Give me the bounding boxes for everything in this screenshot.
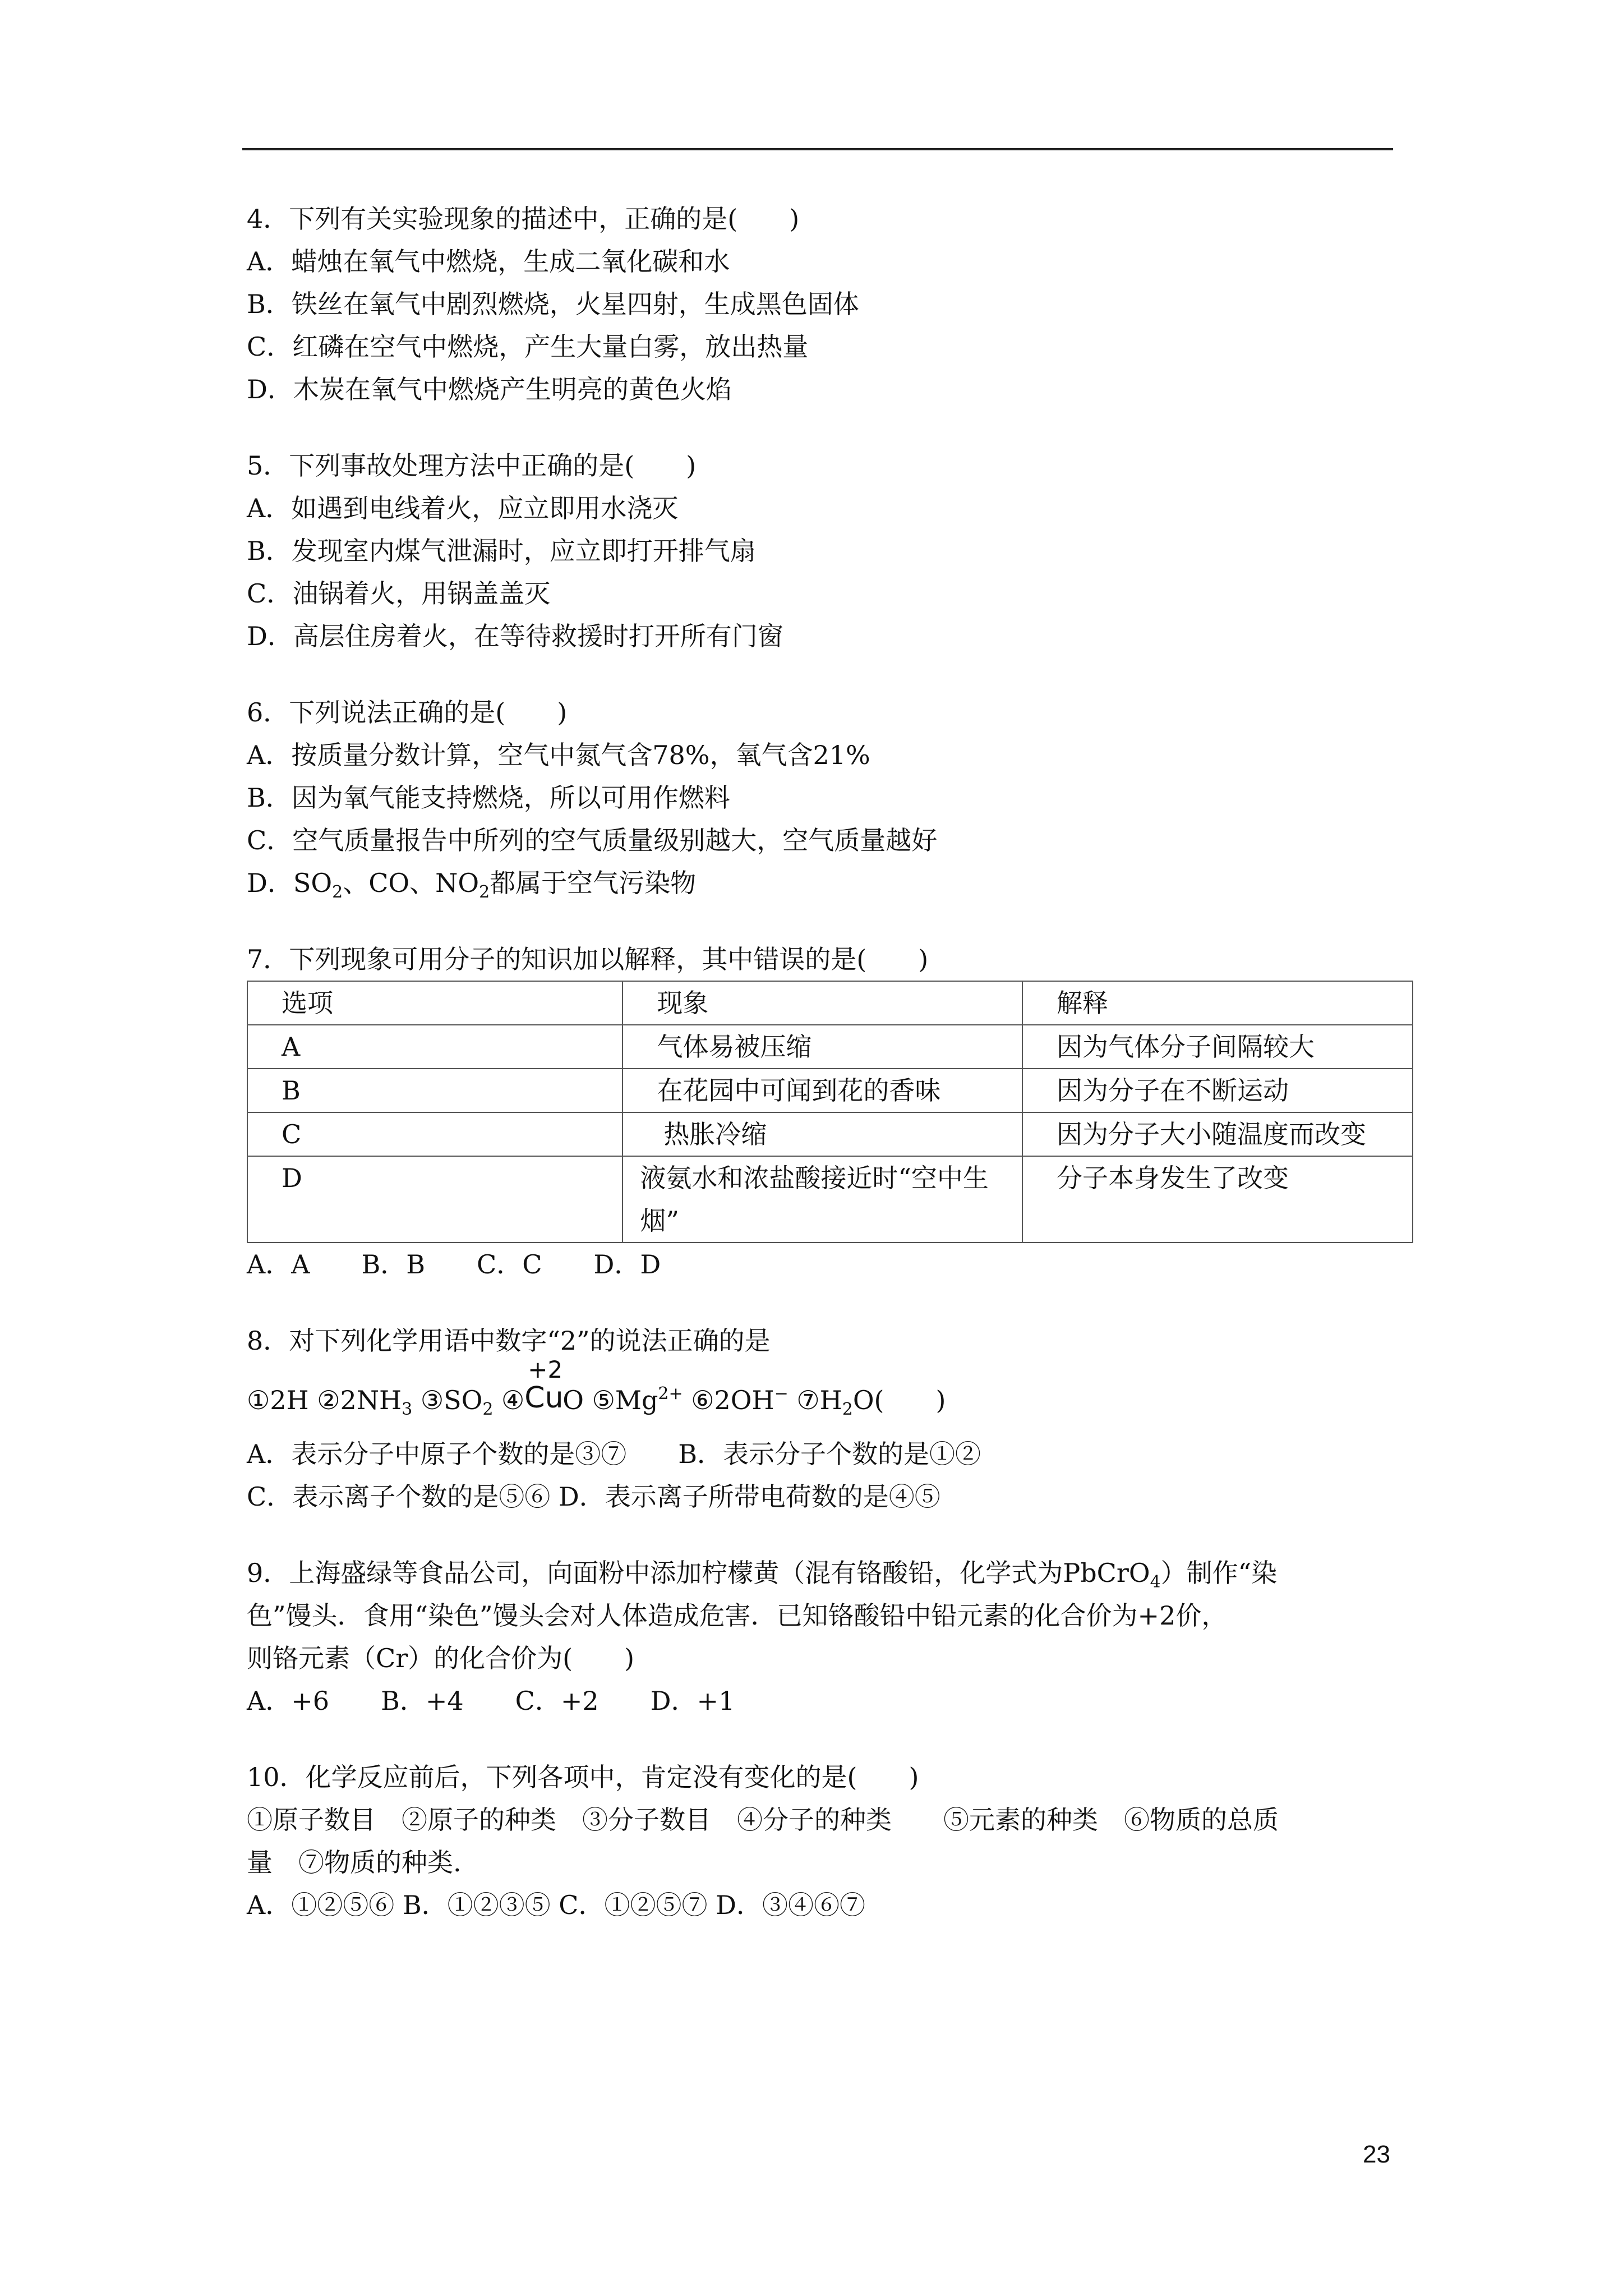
text-part: ⑥2OH bbox=[691, 1385, 774, 1415]
term-2 bbox=[317, 1385, 413, 1419]
table-header-cell: 现象 bbox=[623, 981, 1022, 1025]
text-part: ③SO bbox=[420, 1385, 483, 1415]
term-6 bbox=[691, 1385, 788, 1415]
question-stem: 8．对下列化学用语中数字“2”的说法正确的是 bbox=[247, 1326, 771, 1356]
question-line-3: 量 ⑦物质的种类. bbox=[247, 1847, 462, 1878]
option-c: C．空气质量报告中所列的空气质量级别越大，空气质量越好 bbox=[247, 825, 938, 855]
table-cell: 因为气体分子间隔较大 bbox=[1022, 1025, 1413, 1069]
table-row bbox=[247, 1112, 1413, 1156]
table-row bbox=[247, 1025, 1413, 1069]
table-cell: 热胀冷缩 bbox=[623, 1112, 1022, 1156]
option-b: B．发现室内煤气泄漏时，应立即打开排气扇 bbox=[247, 536, 756, 566]
subscript: 2 bbox=[842, 1400, 853, 1419]
element-symbol: Cu bbox=[524, 1381, 564, 1415]
text-part: ）制作“染 bbox=[1160, 1558, 1278, 1588]
question-stem: 10．化学反应前后，下列各项中，肯定没有变化的是( ) bbox=[247, 1762, 919, 1792]
question-4 bbox=[247, 197, 1419, 411]
table-header-cell: 选项 bbox=[247, 981, 623, 1025]
question-stem: 6．下列说法正确的是( ) bbox=[247, 697, 568, 728]
text-part: ②2NH bbox=[317, 1385, 402, 1415]
valence-label: +2 bbox=[528, 1356, 563, 1383]
chemical-terms bbox=[247, 1356, 1419, 1424]
question-stem: 5．下列事故处理方法中正确的是( ) bbox=[247, 450, 697, 481]
term-7 bbox=[796, 1385, 946, 1419]
header-rule bbox=[242, 148, 1393, 150]
option-d bbox=[247, 862, 1419, 904]
term-5 bbox=[592, 1385, 683, 1415]
option-line-1: A．表示分子中原子个数的是③⑦ B．表示分子个数的是①② bbox=[247, 1439, 981, 1469]
term-4 bbox=[501, 1356, 584, 1415]
option-a: A．如遇到电线着火，应立即用水浇灭 bbox=[247, 493, 679, 523]
text-part: ⑤Mg bbox=[592, 1385, 658, 1415]
subscript: 3 bbox=[402, 1400, 413, 1419]
table-cell: 气体易被压缩 bbox=[623, 1025, 1022, 1069]
subscript: 2 bbox=[482, 1400, 494, 1419]
question-10 bbox=[247, 1756, 1419, 1926]
subscript: 2 bbox=[479, 882, 490, 902]
text-part: O( ) bbox=[852, 1385, 946, 1415]
option-b: B．铁丝在氧气中剧烈燃烧，火星四射，生成黑色固体 bbox=[247, 289, 859, 319]
table-row bbox=[247, 1069, 1413, 1112]
option-d: D．木炭在氧气中燃烧产生明亮的黄色火焰 bbox=[247, 374, 732, 404]
option-b: B．因为氧气能支持燃烧，所以可用作燃料 bbox=[247, 783, 730, 813]
table-cell: 在花园中可闻到花的香味 bbox=[623, 1069, 1022, 1112]
question-line-3: 则铬元素（Cr）的化合价为( ) bbox=[247, 1643, 635, 1673]
table-header-cell: 解释 bbox=[1022, 981, 1413, 1025]
question-line-1 bbox=[247, 1552, 1419, 1594]
table-header-row bbox=[247, 981, 1413, 1025]
page-number: 23 bbox=[1363, 2141, 1390, 2168]
text-part: 、CO、NO bbox=[343, 868, 479, 898]
option-d: D．高层住房着火，在等待救援时打开所有门窗 bbox=[247, 621, 783, 651]
table-cell: A bbox=[247, 1025, 623, 1069]
option-c: C．油锅着火，用锅盖盖灭 bbox=[247, 578, 551, 609]
question-8 bbox=[247, 1319, 1419, 1518]
subscript: 2 bbox=[332, 882, 343, 902]
table-cell: D bbox=[247, 1156, 623, 1243]
phenomena-table bbox=[247, 981, 1413, 1243]
option-c: C．红磷在空气中燃烧，产生大量白雾，放出热量 bbox=[247, 332, 809, 362]
text-part: 都属于空气污染物 bbox=[490, 868, 697, 898]
question-7 bbox=[247, 938, 1419, 1286]
table-cell: B bbox=[247, 1069, 623, 1112]
question-5 bbox=[247, 444, 1419, 657]
question-stem: 4．下列有关实验现象的描述中，正确的是( ) bbox=[247, 204, 800, 234]
option-line-2: C．表示离子个数的是⑤⑥ D．表示离子所带电荷数的是④⑤ bbox=[247, 1481, 940, 1512]
table-cell: C bbox=[247, 1112, 623, 1156]
term-1: ①2H bbox=[247, 1385, 309, 1415]
question-line-2: 色”馒头．食用“染色”馒头会对人体造成危害．已知铬酸铅中铅元素的化合价为+2价， bbox=[247, 1600, 1228, 1631]
answer-options: A．①②⑤⑥ B．①②③⑤ C．①②⑤⑦ D．③④⑥⑦ bbox=[247, 1890, 865, 1920]
text-part: D．SO bbox=[247, 868, 333, 898]
question-stem: 7．下列现象可用分子的知识加以解释，其中错误的是( ) bbox=[247, 944, 929, 974]
question-9 bbox=[247, 1552, 1419, 1722]
table-cell: 液氨水和浓盐酸接近时“空中生烟” bbox=[623, 1156, 1022, 1243]
table-cell: 因为分子在不断运动 bbox=[1022, 1069, 1413, 1112]
superscript: − bbox=[774, 1384, 789, 1404]
option-a: A．按质量分数计算，空气中氮气含78%，氧气含21% bbox=[247, 740, 870, 770]
text-part: ④ bbox=[501, 1385, 525, 1415]
text-part: 9．上海盛绿等食品公司，向面粉中添加柠檬黄（混有铬酸铅，化学式为PbCrO bbox=[247, 1558, 1150, 1588]
answer-options: A．+6 B．+4 C．+2 D．+1 bbox=[247, 1686, 735, 1716]
copper-valence-symbol bbox=[524, 1356, 564, 1415]
option-a: A．蜡烛在氧气中燃烧，生成二氧化碳和水 bbox=[247, 246, 730, 277]
term-3 bbox=[420, 1385, 494, 1419]
question-line-2: ①原子数目 ②原子的种类 ③分子数目 ④分子的种类 ⑤元素的种类 ⑥物质的总质 bbox=[247, 1805, 1279, 1835]
text-part: ⑦H bbox=[796, 1385, 842, 1415]
text-part: O bbox=[562, 1385, 584, 1415]
table-cell: 因为分子大小随温度而改变 bbox=[1022, 1112, 1413, 1156]
table-cell: 分子本身发生了改变 bbox=[1022, 1156, 1413, 1243]
answer-options: A．A B．B C．C D．D bbox=[247, 1249, 661, 1280]
question-6 bbox=[247, 691, 1419, 904]
questions-area bbox=[247, 197, 1419, 1960]
superscript: 2+ bbox=[658, 1384, 683, 1404]
subscript: 4 bbox=[1150, 1572, 1161, 1592]
table-row bbox=[247, 1156, 1413, 1243]
